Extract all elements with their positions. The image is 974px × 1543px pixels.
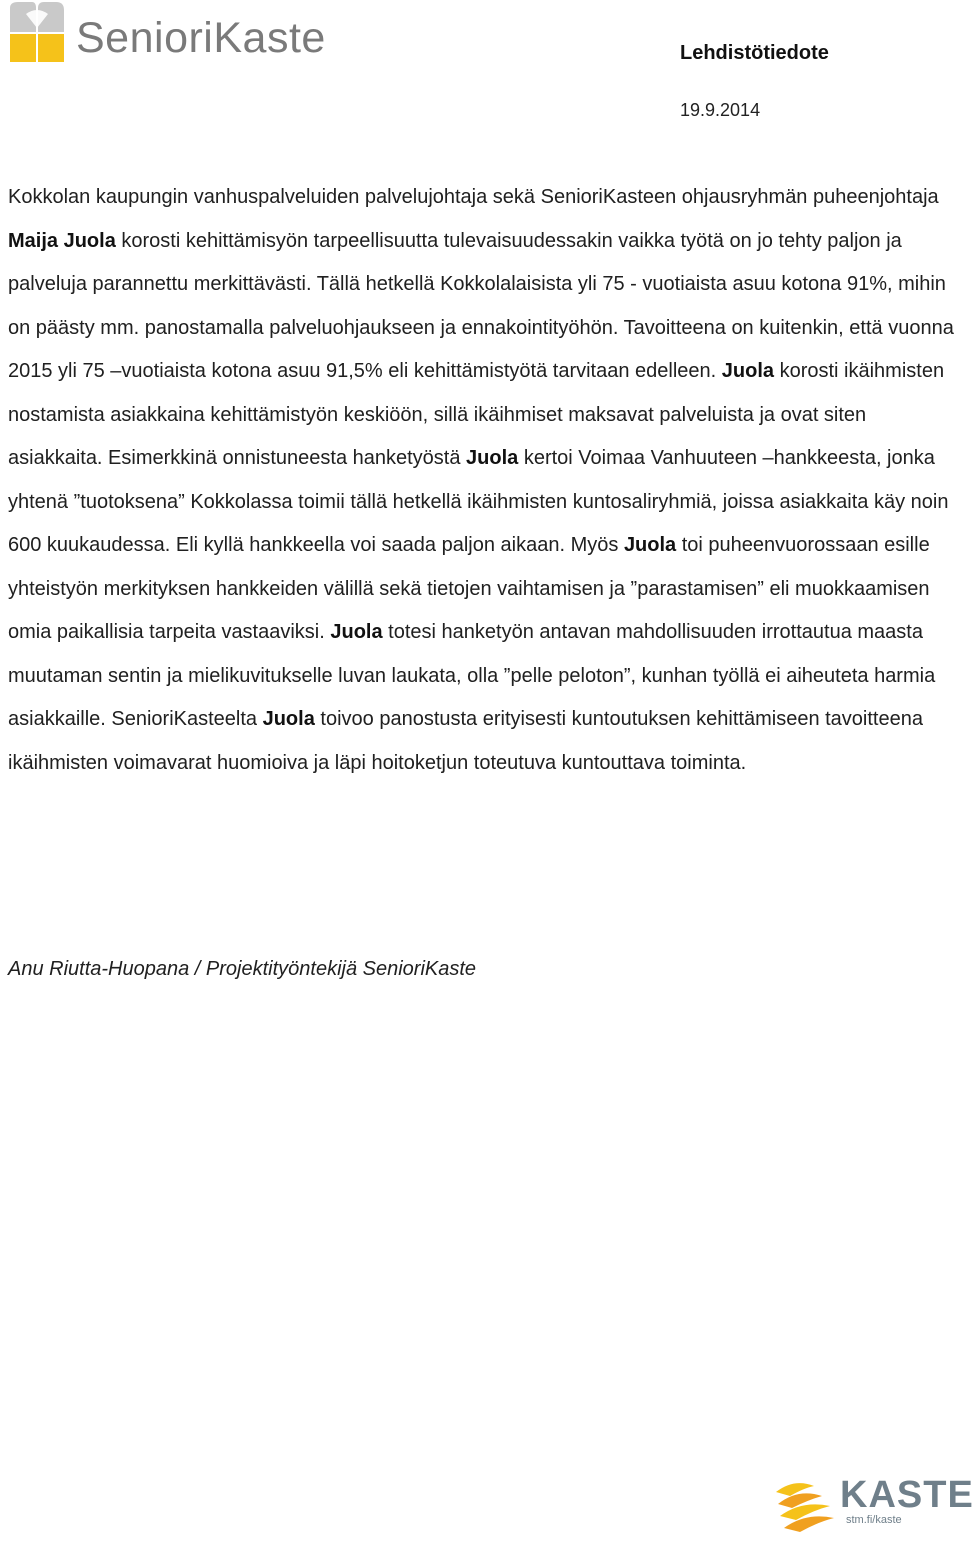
press-release-body <box>8 176 956 785</box>
body-segment: korosti ikäihmisten nostamista asiakkaina kehittämistyön keskiöön, sillä ikäihmiset maksavat palveluista ja ovat siten asiakkaita. Esimerkkinä onnistuneesta hanketyöstä <box>8 360 945 469</box>
body-segment: toi puheenvuorossaan esille yhteistyön merkityksen hankkeiden välillä sekä tietojen vaihtamisen ja ”parastamisen” eli muokkaamisen omia paikallisia tarpeita vastaaviksi. <box>8 534 930 643</box>
kaste-logo <box>774 1474 974 1536</box>
document-date: 19.9.2014 <box>680 100 761 120</box>
bold-name: Maija Juola <box>8 229 116 252</box>
document-type: Lehdistötiedote <box>680 42 829 64</box>
kaste-wordmark: KASTE <box>840 1474 974 1516</box>
logo-wordmark: SenioriKaste <box>76 13 326 62</box>
body-segment: kertoi Voimaa Vanhuuteen –hankkeesta, jonka yhtenä ”tuotoksena” Kokkolassa toimii tällä hetkellä ikäihmisten kuntosaliryhmiä, joissa asiakkaita käy noin 600 kuukaudessa. Eli kyllä hankkeella voi saada paljon aikaan. Myös <box>8 447 949 556</box>
body-segment: Kokkolan kaupungin vanhuspalveluiden palvelujohtaja sekä SenioriKasteen ohjausryhmän puheenjohtaja <box>8 186 939 208</box>
body-segment: korosti kehittämisyön tarpeellisuutta tulevaisuudessakin vaikka työtä on jo tehty paljon ja palveluja parannettu merkittävästi. Tällä hetkellä Kokkolalaisista yli 75 - vuotiaista asuu kotona 91%, mihin on päästy mm. panostamalla palveluohjaukseen ja ennakointityöhön. Tavoitteena on kuitenkin, että vuonna 2015 yli 75 –vuotiaista kotona asuu 91,5% eli kehittämistyötä tarvitaan edelleen. <box>8 229 954 382</box>
senioricaste-logo-icon <box>6 2 68 64</box>
signature: Anu Riutta-Huopana / Projektityöntekijä SenioriKaste <box>8 958 477 980</box>
kaste-logo-icon <box>774 1478 836 1534</box>
body-segment: toivoo panostusta erityisesti kuntoutuksen kehittämiseen tavoitteena ikäihmisten voimavarat huomioiva ja läpi hoitoketjun toteutuva kuntouttava toiminta. <box>8 708 923 774</box>
body-segment: totesi hanketyön antavan mahdollisuuden irrottautua maasta muutaman sentin ja mielikuvitukselle luvan laukata, olla ”pelle peloton”, kunhan työllä ei aiheuteta harmia asiakkaille. SenioriKasteelta <box>8 621 936 730</box>
bold-name: Juola <box>466 447 519 469</box>
kaste-url: stm.fi/kaste <box>846 1514 902 1526</box>
bold-name: Juola <box>623 534 677 556</box>
bold-name: Juola <box>330 621 383 643</box>
bold-name: Juola <box>721 360 775 382</box>
bold-name: Juola <box>262 708 315 730</box>
senioricaste-logo <box>6 2 326 64</box>
